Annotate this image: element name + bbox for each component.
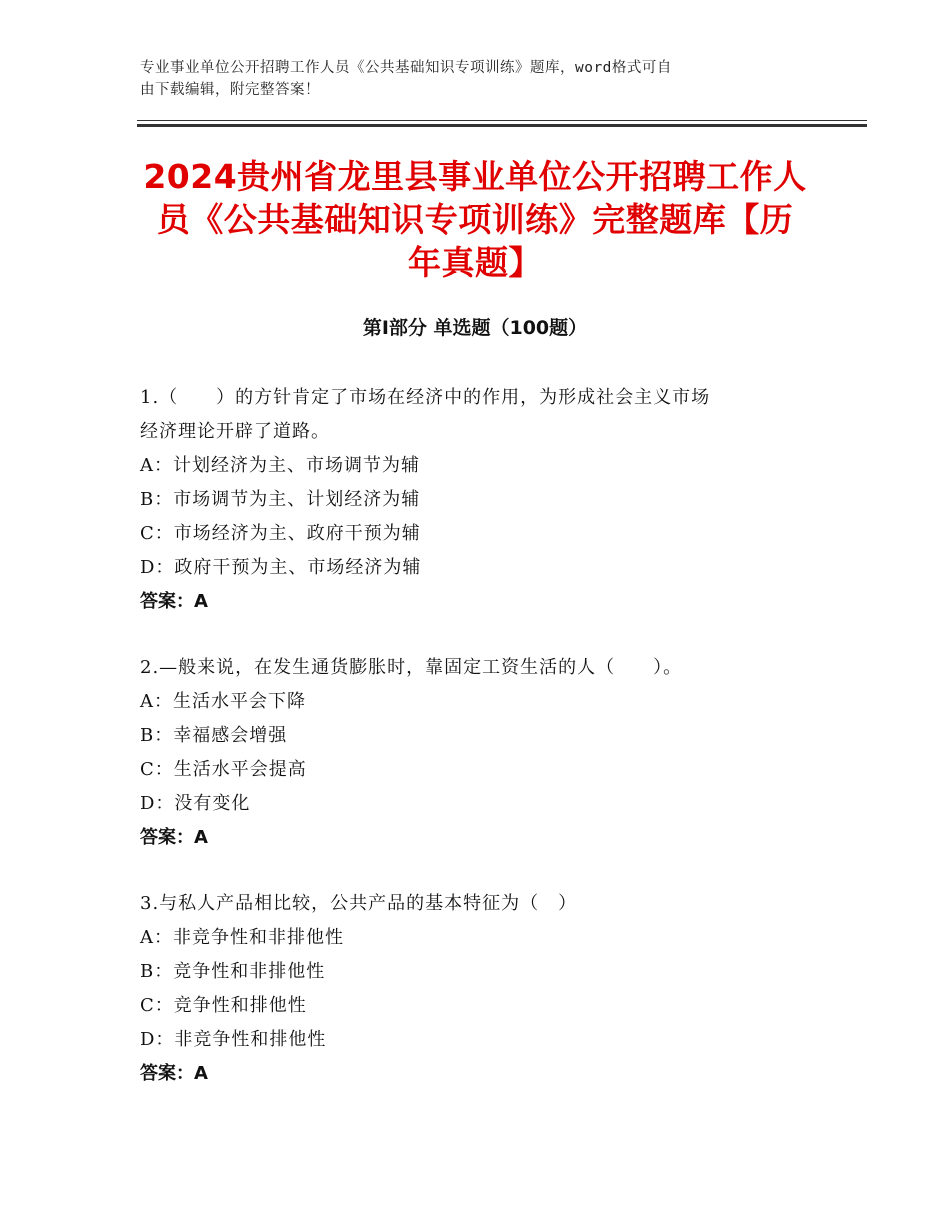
question-stem-line: 3.与私人产品相比较，公共产品的基本特征为（ ） — [140, 893, 578, 914]
option-d: D：非竞争性和排他性 — [140, 1029, 327, 1050]
option-b: B：幸福感会增强 — [140, 725, 288, 746]
option-c: C：市场经济为主、政府干预为辅 — [140, 523, 421, 544]
header-note — [140, 57, 810, 101]
header-divider-thin — [137, 120, 867, 121]
option-d: D：没有变化 — [140, 793, 251, 814]
option-a: A：生活水平会下降 — [140, 691, 306, 712]
option-a: A：计划经济为主、市场调节为辅 — [140, 455, 420, 476]
question-2 — [140, 651, 820, 855]
answer: 答案：A — [140, 1063, 208, 1084]
question-stem — [140, 381, 820, 449]
header-note-line: 由下载编辑，附完整答案！ — [140, 82, 320, 98]
option-a: A：非竞争性和非排他性 — [140, 927, 344, 948]
question-stem-line: 1.（ ）的方针肯定了市场在经济中的作用，为形成社会主义市场 — [140, 387, 711, 408]
option-b: B：竞争性和非排他性 — [140, 961, 326, 982]
question-stem-line: 2.—般来说，在发生通货膨胀时，靠固定工资生活的人（ ）。 — [140, 657, 683, 678]
question-list — [140, 381, 820, 1123]
header-divider-thick — [137, 124, 867, 127]
answer: 答案：A — [140, 827, 208, 848]
option-c: C：竞争性和排他性 — [140, 995, 307, 1016]
option-d: D：政府干预为主、市场经济为辅 — [140, 557, 422, 578]
question-stem-line: 经济理论开辟了道路。 — [140, 421, 330, 442]
option-c: C：生活水平会提高 — [140, 759, 307, 780]
document-title — [135, 155, 815, 284]
option-b: B：市场调节为主、计划经济为辅 — [140, 489, 421, 510]
question-1 — [140, 381, 820, 619]
question-stem — [140, 887, 820, 921]
title-line: 年真题】 — [408, 243, 542, 282]
question-stem — [140, 651, 820, 685]
section-heading: 第Ⅰ部分 单选题（100题） — [362, 317, 588, 339]
question-3 — [140, 887, 820, 1091]
header-note-line: 专业事业单位公开招聘工作人员《公共基础知识专项训练》题库，word格式可自 — [140, 60, 672, 76]
answer: 答案：A — [140, 591, 208, 612]
title-line: 员《公共基础知识专项训练》完整题库【历 — [156, 200, 794, 239]
title-line: 2024贵州省龙里县事业单位公开招聘工作人 — [143, 157, 807, 196]
